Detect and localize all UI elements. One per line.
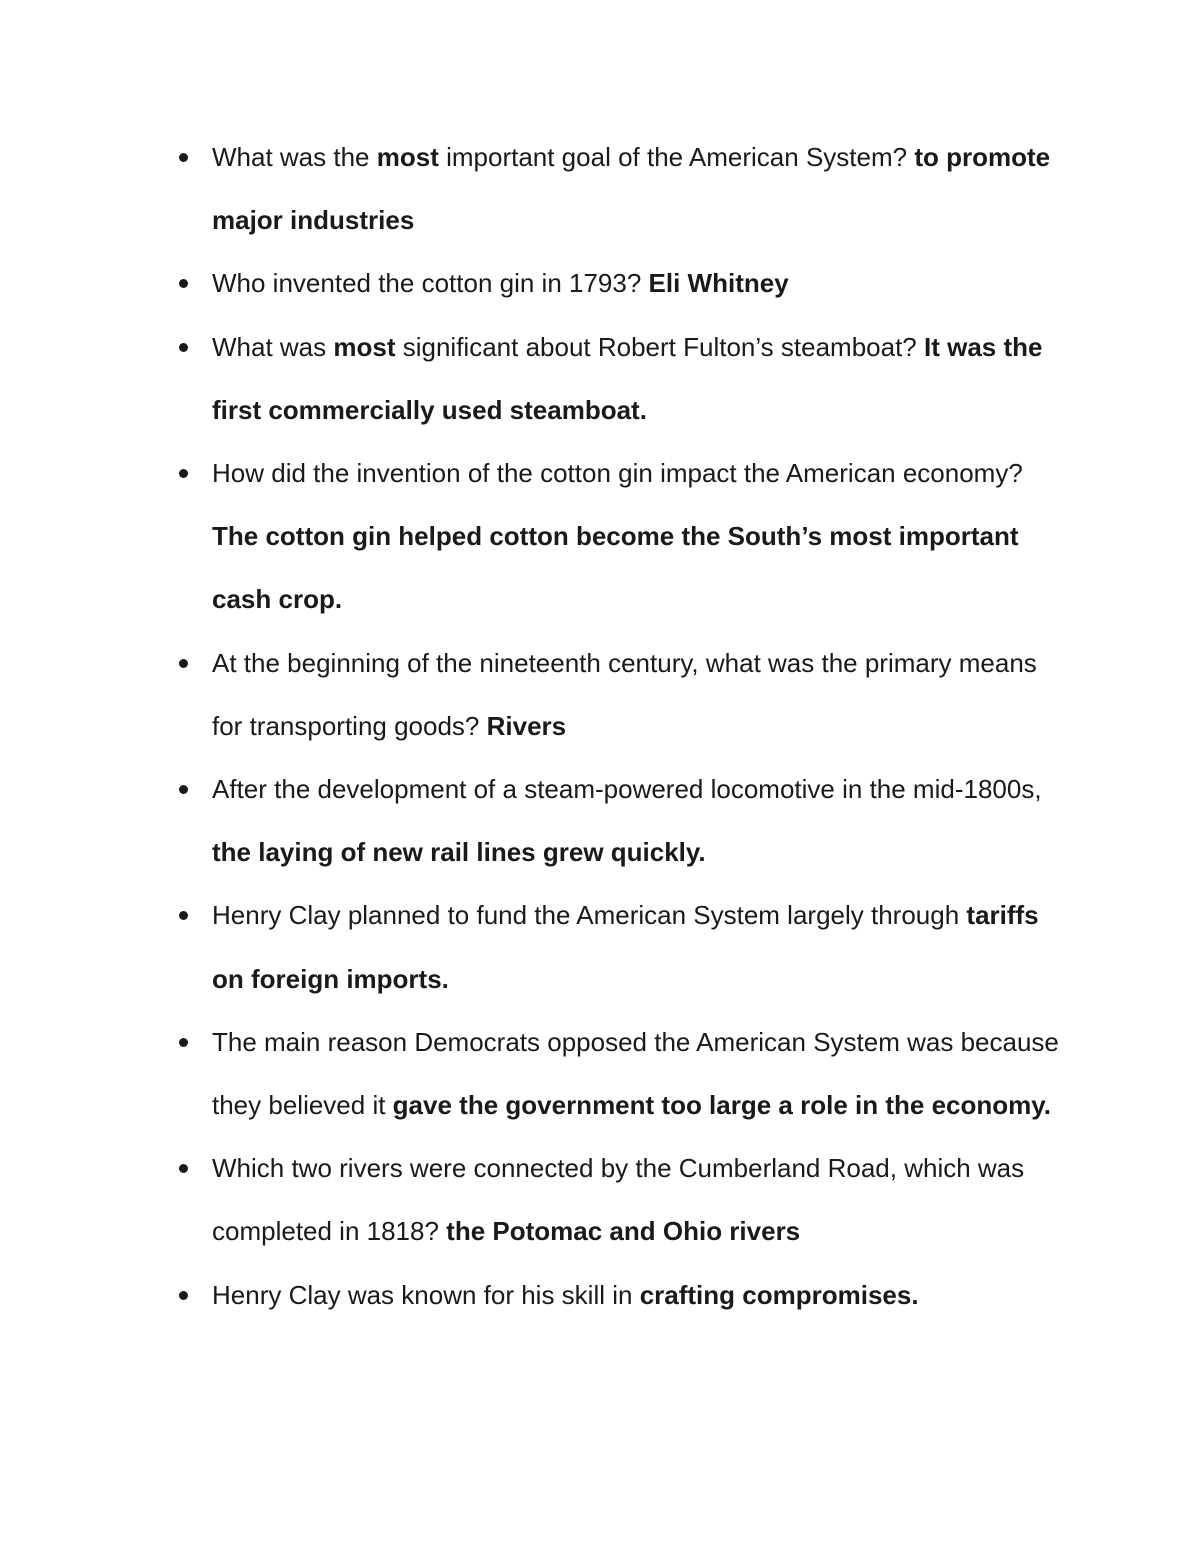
list-item: [212, 1137, 1072, 1263]
question-text: What was the: [212, 142, 377, 172]
question-answer-list: [212, 126, 1072, 1327]
question-text: Henry Clay planned to fund the American System largely through: [212, 900, 967, 931]
list-item: [212, 884, 1072, 1010]
bullet-icon: [179, 659, 188, 668]
bullet-icon: [179, 343, 188, 352]
answer-text: to promote major industries: [212, 142, 1051, 236]
answer-text: The cotton gin helped cotton become the South’s most important cash crop.: [212, 521, 1019, 615]
bullet-icon: [179, 1164, 188, 1173]
bullet-icon: [179, 911, 188, 920]
answer-text: the laying of new rail lines grew quickly.: [212, 837, 706, 868]
question-text: What was: [212, 331, 334, 362]
question-text: Who invented the cotton gin in 1793?: [212, 268, 649, 299]
bullet-icon: [179, 279, 188, 288]
answer-text: Eli Whitney: [648, 268, 789, 299]
bullet-icon: [179, 469, 188, 478]
question-text: significant about Robert Fulton’s steamboat?: [395, 331, 924, 362]
answer-text: It was the first commercially used steamboat.: [212, 331, 1043, 425]
question-text: After the development of a steam-powered locomotive in the mid-1800s,: [212, 774, 1042, 805]
answer-text: gave the government too large a role in the economy.: [392, 1090, 1051, 1121]
answer-text: crafting compromises.: [639, 1279, 919, 1310]
list-item: [212, 252, 1072, 315]
question-text: How did the invention of the cotton gin impact the American economy?: [212, 458, 1023, 489]
bullet-icon: [179, 153, 188, 162]
answer-text: tariffs on foreign imports.: [212, 900, 1039, 994]
list-item: [212, 758, 1072, 884]
answer-text: most: [333, 331, 396, 362]
list-item: [212, 316, 1072, 442]
bullet-icon: [179, 785, 188, 794]
answer-text: the Potomac and Ohio rivers: [446, 1216, 801, 1247]
question-text: Which two rivers were connected by the Cumberland Road, which was completed in 1818?: [212, 1153, 1025, 1247]
question-text: important goal of the American System?: [438, 142, 915, 172]
question-text: Henry Clay was known for his skill in: [212, 1279, 640, 1310]
answer-text: Rivers: [486, 710, 567, 741]
list-item: [212, 126, 1072, 252]
bullet-icon: [179, 1291, 188, 1300]
list-item: [212, 632, 1072, 758]
list-item: [212, 1264, 1072, 1327]
question-text: At the beginning of the nineteenth century, what was the primary means for transporting goods?: [212, 647, 1037, 741]
list-item: [212, 442, 1072, 632]
bullet-icon: [179, 1038, 188, 1047]
answer-text: most: [376, 142, 439, 172]
question-text: The main reason Democrats opposed the American System was because they believed it: [212, 1026, 1059, 1121]
list-item: [212, 1011, 1072, 1137]
